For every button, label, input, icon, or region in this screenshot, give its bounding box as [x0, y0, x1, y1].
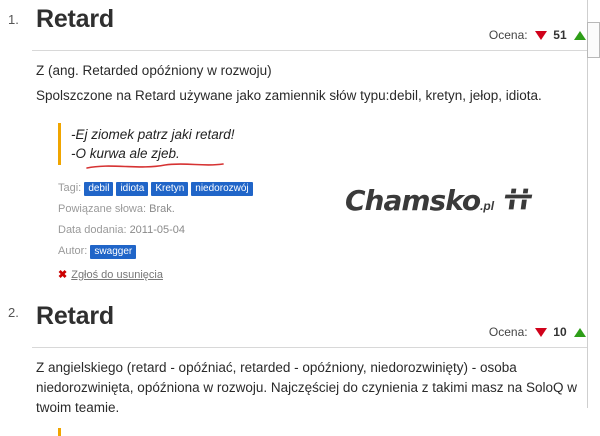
rating-score: 51 — [553, 28, 567, 42]
vote-down-icon[interactable] — [535, 328, 547, 337]
report-entry-row[interactable] — [58, 268, 600, 281]
entry-paragraph: Z angielskiego (retard - opóźniać, retarded - opóźniony, niedorozwinięty) - osoba niedorozwinięta, opóźniona w rozwoju. Najczęściej do czynienia z takimi masz na SoloQ w twoim teamie. — [36, 360, 578, 415]
date-added-label: Data dodania: — [58, 224, 127, 236]
author-link[interactable]: swagger — [90, 245, 136, 259]
tags-row — [58, 179, 600, 197]
watermark-text: Chamsko — [345, 184, 481, 217]
entry-paragraph: Z (ang. Retarded opóźniony w rozwoju) — [36, 63, 272, 78]
entry-meta — [58, 179, 600, 260]
entry-paragraph: Spolszczone na Retard używane jako zamiennik słów typu:debil, kretyn, jełop, idiota. — [36, 88, 542, 103]
author-row — [58, 242, 600, 260]
rating-score: 10 — [553, 325, 567, 339]
tag-link[interactable]: idiota — [116, 182, 148, 196]
entry-title: Retard — [36, 302, 114, 330]
tag-link[interactable]: Kretyn — [151, 182, 188, 196]
rating-widget — [489, 325, 586, 339]
date-added-value: 2011-05-04 — [129, 224, 186, 236]
quote-marker — [58, 428, 103, 436]
rating-label: Ocena: — [488, 28, 528, 42]
entry-number: 1. — [8, 12, 19, 27]
rating-widget — [489, 28, 586, 42]
related-words-row — [58, 200, 600, 218]
vote-up-icon[interactable] — [574, 328, 586, 337]
related-words-label: Powiązane słowa: — [58, 203, 147, 215]
sidebar-widget-box[interactable] — [587, 22, 600, 58]
vote-up-icon[interactable] — [574, 31, 586, 40]
related-words-value: Brak. — [149, 203, 175, 215]
entry-number: 2. — [8, 305, 19, 320]
watermark-suffix: .pl — [480, 199, 495, 213]
tag-link[interactable]: debil — [84, 182, 113, 196]
entry-title: Retard — [36, 5, 114, 33]
quote-line: -Ej ziomek patrz jaki retard! — [71, 127, 235, 142]
delete-x-icon: ✖ — [58, 269, 68, 281]
rating-row — [32, 30, 590, 51]
right-sidebar-edge — [587, 0, 600, 408]
tags-label: Tagi: — [58, 182, 82, 194]
entry-body — [32, 51, 600, 106]
dictionary-entry-2 — [0, 297, 600, 436]
date-added-row — [58, 221, 600, 239]
rating-row — [32, 327, 590, 348]
rating-label: Ocena: — [488, 325, 528, 339]
quote-line: -O kurwa ale zjeb. — [71, 146, 180, 161]
report-link[interactable]: Zgłoś do usunięcia — [71, 269, 163, 281]
tag-link[interactable]: niedorozwój — [191, 182, 252, 196]
entry-quote — [58, 123, 235, 165]
vote-down-icon[interactable] — [535, 31, 547, 40]
author-label: Autor: — [58, 245, 88, 257]
